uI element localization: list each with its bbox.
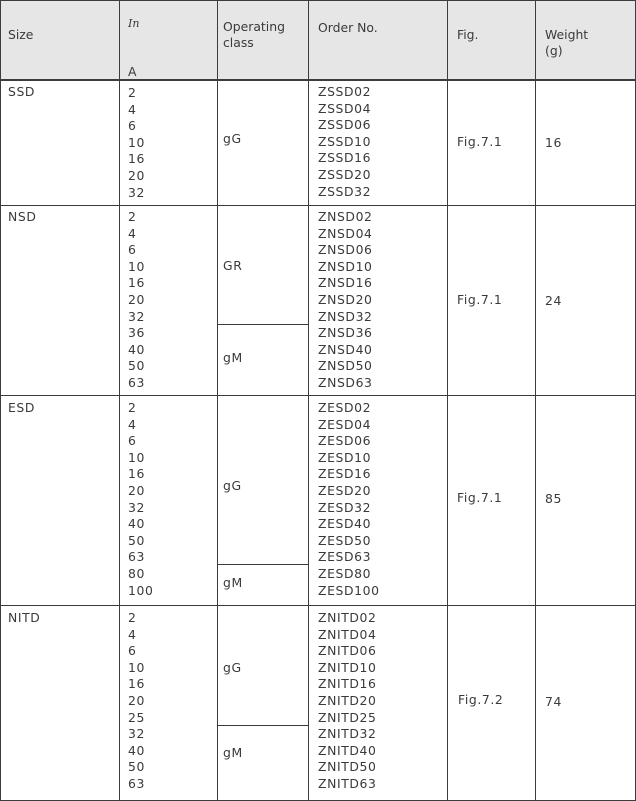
order-number: ZNITD16 xyxy=(318,676,377,692)
current-value: 36 xyxy=(128,325,145,341)
current-value: 2 xyxy=(128,209,137,224)
order-number: ZNSD06 xyxy=(318,242,373,258)
header-weight-line1: Weight xyxy=(545,27,589,42)
table-border-top xyxy=(0,0,636,1)
order-number: ZESD80 xyxy=(318,565,372,581)
row-size: NSD xyxy=(8,209,37,224)
current-value: 16 xyxy=(128,676,145,692)
current-value: 10 xyxy=(128,449,145,465)
current-value: 40 xyxy=(128,742,145,758)
header-operating-class-line1: Operating xyxy=(223,19,285,34)
row-size: NITD xyxy=(8,610,41,625)
order-number: ZNITD40 xyxy=(318,742,377,758)
current-value: 32 xyxy=(128,308,145,324)
operating-class: GR xyxy=(223,258,243,273)
current-value: 6 xyxy=(128,643,137,659)
header-order-no: Order No. xyxy=(318,20,378,35)
row-currents xyxy=(128,610,145,793)
class-divider xyxy=(217,564,309,565)
row-divider xyxy=(0,205,636,206)
order-number: ZNSD63 xyxy=(318,374,373,390)
current-value: 6 xyxy=(128,242,137,258)
order-number: ZSSD10 xyxy=(318,133,372,149)
order-number: ZNSD02 xyxy=(318,209,373,224)
column-divider xyxy=(217,0,218,801)
order-number: ZESD63 xyxy=(318,549,372,565)
current-value: 16 xyxy=(128,275,145,291)
order-number: ZNSD16 xyxy=(318,275,373,291)
current-value: 2 xyxy=(128,400,137,415)
table-border-left xyxy=(0,0,1,801)
header-in-symbol: In xyxy=(128,17,140,30)
row-orders xyxy=(318,209,373,392)
column-divider xyxy=(308,0,309,801)
order-number: ZNITD10 xyxy=(318,659,377,675)
current-value: 50 xyxy=(128,759,145,775)
current-value: 100 xyxy=(128,582,154,598)
order-number: ZESD32 xyxy=(318,499,372,515)
row-weight: 85 xyxy=(545,491,562,506)
current-value: 6 xyxy=(128,118,137,134)
row-size: ESD xyxy=(8,400,36,415)
order-number: ZESD16 xyxy=(318,466,372,482)
current-value: 63 xyxy=(128,775,145,791)
order-number: ZSSD04 xyxy=(318,100,372,116)
row-divider xyxy=(0,395,636,396)
order-number: ZNITD20 xyxy=(318,692,377,708)
current-value: 50 xyxy=(128,358,145,374)
operating-class: gG xyxy=(223,478,242,493)
column-divider xyxy=(119,0,120,801)
order-number: ZNSD50 xyxy=(318,358,373,374)
operating-class: gG xyxy=(223,131,242,146)
header-background xyxy=(0,0,636,80)
header-size: Size xyxy=(8,27,34,42)
order-number: ZESD02 xyxy=(318,400,372,415)
current-value: 32 xyxy=(128,499,145,515)
order-number: ZNITD50 xyxy=(318,759,377,775)
current-value: 2 xyxy=(128,85,137,100)
row-fig: Fig.7.1 xyxy=(457,134,503,149)
row-weight: 24 xyxy=(545,293,562,308)
current-value: 80 xyxy=(128,565,145,581)
row-fig: Fig.7.1 xyxy=(457,292,503,307)
current-value: 20 xyxy=(128,291,145,307)
order-number: ZNITD06 xyxy=(318,643,377,659)
order-number: ZESD20 xyxy=(318,482,372,498)
row-orders xyxy=(318,84,371,200)
row-fig: Fig.7.1 xyxy=(457,490,503,505)
row-size: SSD xyxy=(8,84,36,99)
header-in-unit: A xyxy=(128,64,137,79)
header-operating-class-line2: class xyxy=(223,35,254,50)
order-number: ZNSD10 xyxy=(318,258,373,274)
current-value: 20 xyxy=(128,692,145,708)
current-value: 4 xyxy=(128,101,137,117)
row-weight: 74 xyxy=(545,694,562,709)
order-number: ZESD04 xyxy=(318,416,372,432)
operating-class: gM xyxy=(223,575,243,590)
row-orders xyxy=(318,400,380,599)
row-orders xyxy=(318,610,377,793)
operating-class: gM xyxy=(223,350,243,365)
current-value: 50 xyxy=(128,532,145,548)
order-number: ZSSD06 xyxy=(318,117,372,133)
order-number: ZNITD04 xyxy=(318,626,377,642)
row-weight: 16 xyxy=(545,135,562,150)
header-divider xyxy=(0,79,636,81)
header-weight-line2: (g) xyxy=(545,43,563,58)
current-value: 20 xyxy=(128,482,145,498)
current-value: 40 xyxy=(128,341,145,357)
operating-class: gG xyxy=(223,660,242,675)
header-fig: Fig. xyxy=(457,27,479,42)
current-value: 10 xyxy=(128,659,145,675)
class-divider xyxy=(217,725,309,726)
order-number: ZESD40 xyxy=(318,516,372,532)
current-value: 10 xyxy=(128,258,145,274)
column-divider xyxy=(447,0,448,801)
order-number: ZNITD02 xyxy=(318,610,377,625)
order-number: ZSSD02 xyxy=(318,84,372,99)
current-value: 20 xyxy=(128,167,145,183)
operating-class: gM xyxy=(223,745,243,760)
row-divider xyxy=(0,605,636,606)
current-value: 16 xyxy=(128,466,145,482)
current-value: 32 xyxy=(128,184,145,200)
current-value: 2 xyxy=(128,610,137,625)
order-number: ZSSD32 xyxy=(318,183,372,199)
order-number: ZESD10 xyxy=(318,449,372,465)
column-divider xyxy=(535,0,536,801)
order-number: ZNSD36 xyxy=(318,325,373,341)
current-value: 4 xyxy=(128,626,137,642)
row-currents xyxy=(128,209,145,392)
order-number: ZNSD20 xyxy=(318,291,373,307)
current-value: 10 xyxy=(128,134,145,150)
current-value: 25 xyxy=(128,709,145,725)
current-value: 4 xyxy=(128,416,137,432)
order-number: ZESD100 xyxy=(318,582,380,598)
current-value: 32 xyxy=(128,726,145,742)
order-number: ZESD06 xyxy=(318,433,372,449)
order-number: ZNSD40 xyxy=(318,341,373,357)
order-number: ZNITD32 xyxy=(318,726,377,742)
order-number: ZSSD20 xyxy=(318,166,372,182)
row-currents xyxy=(128,400,153,599)
current-value: 40 xyxy=(128,516,145,532)
order-number: ZNSD04 xyxy=(318,225,373,241)
order-number: ZNITD25 xyxy=(318,709,377,725)
class-divider xyxy=(217,324,309,325)
row-fig: Fig.7.2 xyxy=(458,692,504,707)
current-value: 4 xyxy=(128,225,137,241)
order-number: ZNITD63 xyxy=(318,775,377,791)
row-currents xyxy=(128,85,145,201)
current-value: 16 xyxy=(128,151,145,167)
current-value: 63 xyxy=(128,374,145,390)
order-number: ZESD50 xyxy=(318,532,372,548)
current-value: 6 xyxy=(128,433,137,449)
order-number: ZSSD16 xyxy=(318,150,372,166)
current-value: 63 xyxy=(128,549,145,565)
order-number: ZNSD32 xyxy=(318,308,373,324)
